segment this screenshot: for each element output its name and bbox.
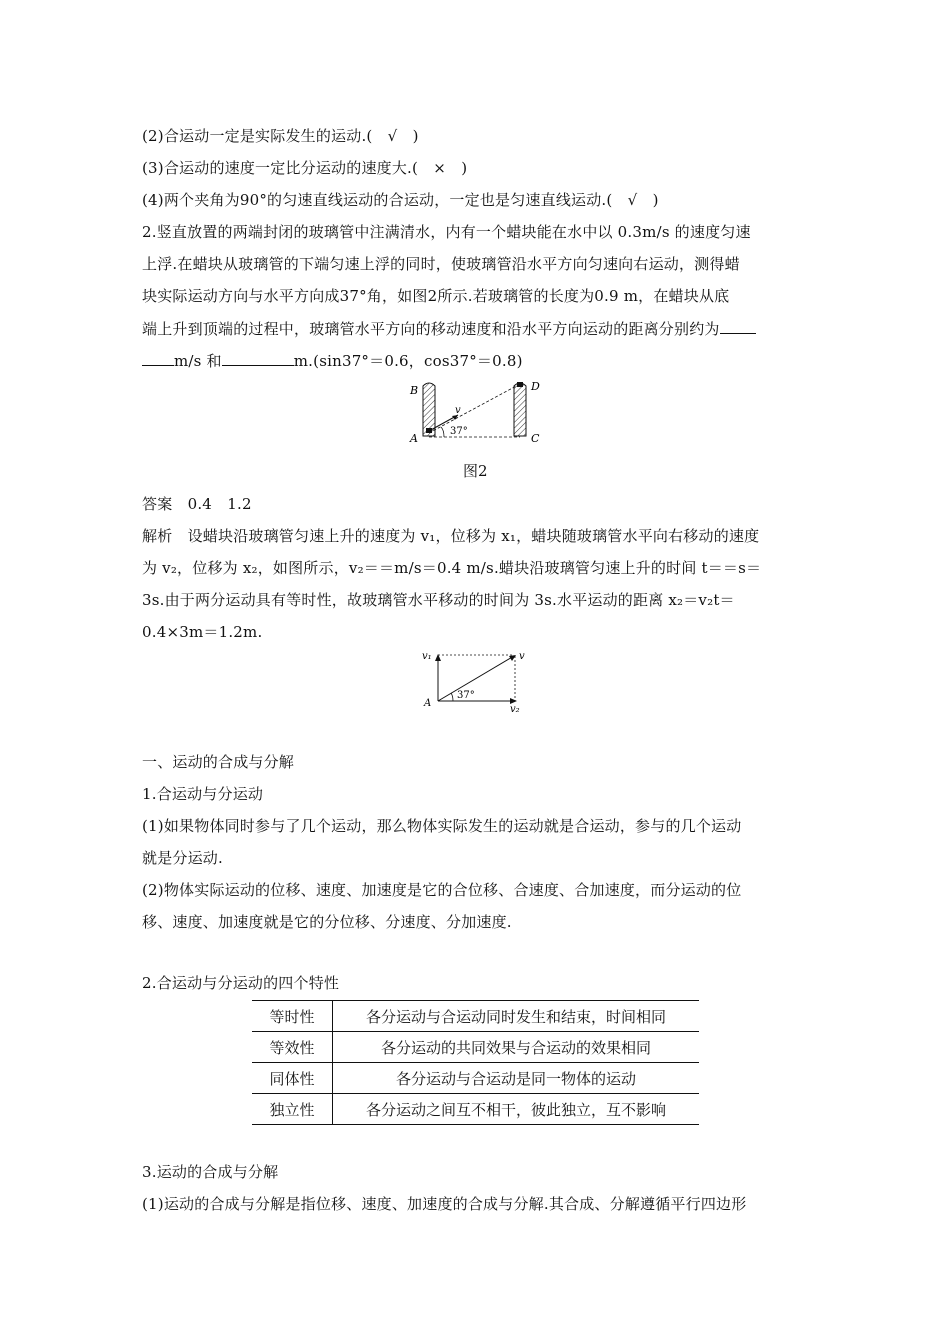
section-1-title: 一、运动的合成与分解	[142, 753, 295, 771]
tube-right	[514, 383, 526, 436]
label-a-origin: A	[424, 698, 432, 709]
problem-2-line-4	[142, 318, 812, 339]
subsection-2-title: 2.合运动与分运动的四个特性	[142, 974, 340, 992]
label-d: D	[531, 380, 540, 393]
label-v: v	[455, 405, 461, 416]
problem-2-line-3: 块实际运动方向与水平方向成37°角，如图2所示.若玻璃管的长度为0.9 m，在蜡块从底	[142, 287, 730, 305]
label-a: A	[410, 432, 418, 445]
s1-p2-line-1: (2)物体实际运动的位移、速度、加速度是它的合位移、合速度、合加速度，而分运动的位	[142, 881, 742, 899]
figure-2-caption: 图2	[463, 462, 488, 480]
table-row	[252, 1032, 699, 1063]
s3-p1-line-1: (1)运动的合成与分解是指位移、速度、加速度的合成与分解.其合成、分解遵循平行四边形	[142, 1195, 747, 1213]
question-2: (2)合运动一定是实际发生的运动.( √ )	[142, 127, 419, 145]
property-name: 同体性	[252, 1063, 333, 1094]
property-desc: 各分运动与合运动是同一物体的运动	[333, 1063, 700, 1094]
wax-block-end	[517, 382, 523, 387]
question-4: (4)两个夹角为90°的匀速直线运动的合运动，一定也是匀速直线运动.( √ )	[142, 191, 659, 209]
label-b: B	[410, 384, 419, 397]
label-v1: v₁	[422, 651, 432, 662]
problem-2-line-4-text: 端上升到顶端的过程中，玻璃管水平方向的移动速度和沿水平方向运动的距离分别约为	[142, 320, 720, 338]
problem-2-line-1: 2.竖直放置的两端封闭的玻璃管中注满清水，内有一个蜡块能在水中以 0.3m/s 的速度匀速	[142, 223, 751, 241]
property-name: 独立性	[252, 1094, 333, 1125]
problem-2-unit-2: m.(sin37°＝0.6，cos37°＝0.8)	[293, 352, 523, 370]
property-desc: 各分运动之间互不相干，彼此独立，互不影响	[333, 1094, 700, 1125]
figure-2-diagram	[400, 378, 550, 450]
analysis-line-4: 0.4×3m＝1.2m.	[142, 623, 263, 641]
table-row	[252, 1094, 699, 1125]
problem-2-line-2: 上浮.在蜡块从玻璃管的下端匀速上浮的同时，使玻璃管沿水平方向匀速向右运动，测得蜡	[142, 255, 740, 273]
answer-line: 答案 0.4 1.2	[142, 495, 252, 513]
property-name: 等时性	[252, 1001, 333, 1032]
analysis-line-2: 为 v₂，位移为 x₂，如图所示，v₂＝＝m/s＝0.4 m/s.蜡块沿玻璃管匀速上升的时间 t＝＝s＝	[142, 559, 762, 577]
property-desc: 各分运动与合运动同时发生和结束，时间相同	[333, 1001, 700, 1032]
question-3: (3)合运动的速度一定比分运动的速度大.( × )	[142, 159, 468, 177]
label-v2: v₂	[510, 704, 520, 714]
label-c: C	[531, 432, 540, 445]
properties-table	[252, 1000, 699, 1125]
label-angle-2: 37°	[457, 690, 475, 701]
angle-arc-2	[451, 693, 453, 701]
vector-diagram	[420, 646, 535, 714]
angle-arc	[441, 427, 444, 437]
subsection-1-title: 1.合运动与分运动	[142, 785, 264, 803]
analysis-line-1: 解析 设蜡块沿玻璃管匀速上升的速度为 v₁，位移为 x₁，蜡块随玻璃管水平向右移动的速度	[142, 527, 760, 545]
table-row	[252, 1063, 699, 1094]
subsection-3-title: 3.运动的合成与分解	[142, 1163, 279, 1181]
resultant-v	[438, 656, 514, 701]
answer-blank-1a	[720, 318, 756, 334]
analysis-line-3: 3s.由于两分运动具有等时性，故玻璃管水平移动的时间为 3s.水平运动的距离 x₂＝v₂t＝	[142, 591, 735, 609]
label-angle: 37°	[450, 426, 468, 437]
path-line	[429, 384, 520, 433]
label-v-result: v	[519, 651, 525, 662]
answer-blank-1b	[142, 350, 174, 366]
table-row	[252, 1001, 699, 1032]
problem-2-unit-1: m/s 和	[174, 352, 222, 370]
s1-p2-line-2: 移、速度、加速度就是它的分位移、分速度、分加速度.	[142, 913, 512, 931]
property-name: 等效性	[252, 1032, 333, 1063]
property-desc: 各分运动的共同效果与合运动的效果相同	[333, 1032, 700, 1063]
problem-2-line-5	[142, 350, 812, 371]
s1-p1-line-2: 就是分运动.	[142, 849, 223, 867]
s1-p1-line-1: (1)如果物体同时参与了几个运动，那么物体实际发生的运动就是合运动，参与的几个运动	[142, 817, 742, 835]
answer-blank-2	[222, 350, 294, 366]
